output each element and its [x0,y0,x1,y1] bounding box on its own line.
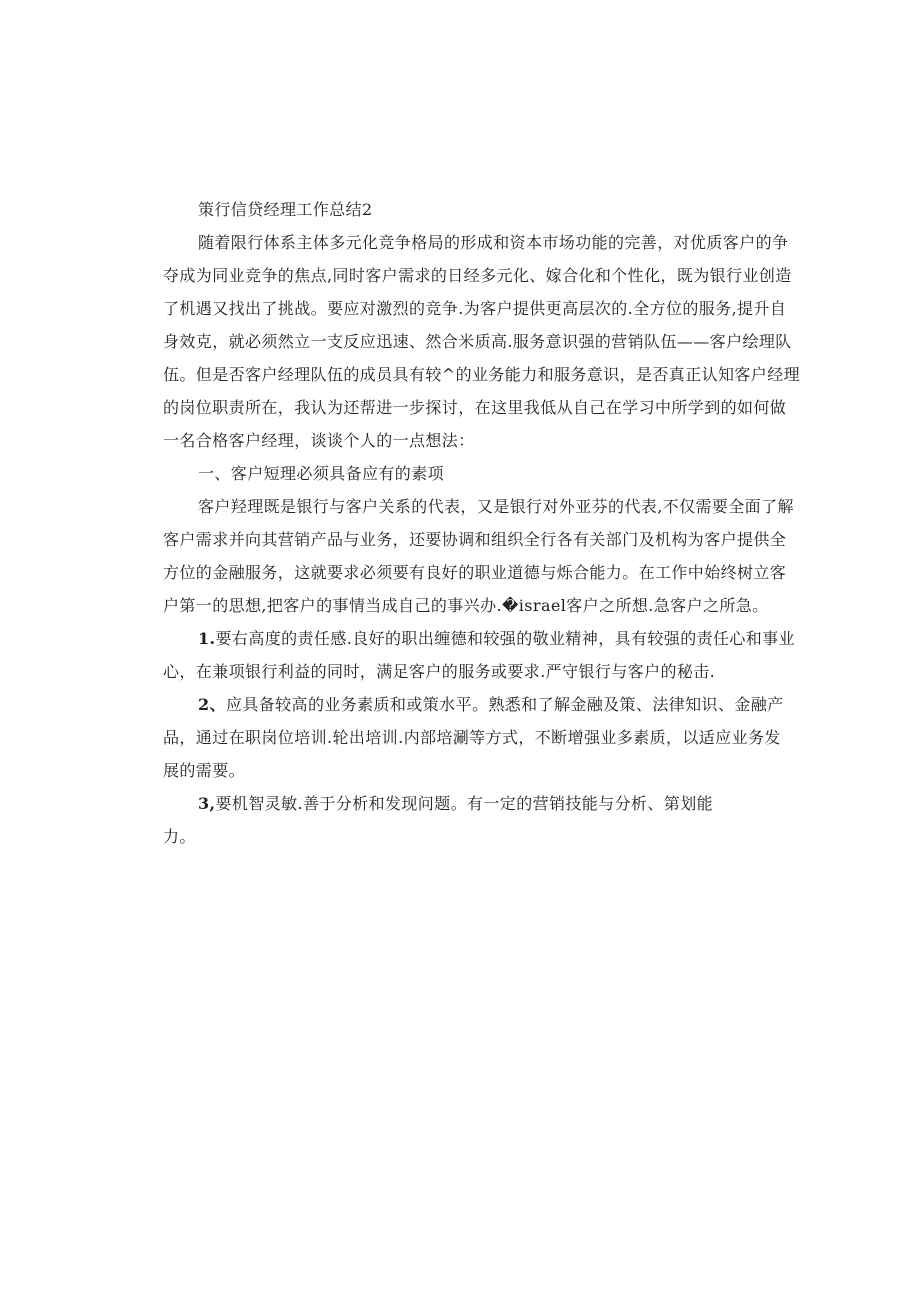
intro-line-2: 夺成为同业竞争的焦点,同时客户需求的日经多元化、嫁合化和个性化，既为银行业创造 [163,266,792,285]
para2-line-1: 客户羟理既是银行与客户关系的代表，又是银行对外亚芬的代表,不仅需要全面了解 [198,497,794,516]
item2-line-1 [198,695,784,715]
intro-line-3: 了机遇又找出了挑战。要应对激烈的竞争.为客户提供更高层次的.全方位的服务,提升自 [163,299,787,318]
section-heading-1: 一、客户短理必须具备应有的素项 [198,464,445,483]
item2-line-3: 展的需要。 [163,761,246,780]
intro-line-7: 一名合格客户经理，谈谈个人的一点想法： [163,431,475,450]
item1-line-1 [198,629,796,649]
intro-line-5: 伍。但是否客户经理队伍的成员具有较^的业务能力和服务意识，是否真正认知客户经理 [163,365,801,384]
item1-number: 1. [198,629,216,648]
item3-line-2: 力。 [163,827,196,846]
para2-line-4: 户第一的思想,把客户的事情当成自己的事兴办.�israel客户之所想.急客户之所急。 [163,596,769,615]
item1-line-2: 心，在兼项银行利益的同时，满足客户的服务或要求.严守银行与客户的秘击. [163,662,716,681]
item3-line-1 [198,794,713,814]
item2-text-1: 应具备较高的业务素质和或策水平。熟悉和了解金融及策、法律知识、金融产 [225,695,784,714]
item2-line-2: 品，通过在职岗位培训.轮出培训.内部培涮等方式，不断增强业多素质，以适应业务发 [163,728,781,747]
item3-text-1: 要机智灵敏.善于分析和发现问题。有一定的营销技能与分析、第划能 [215,794,714,813]
para2-line-2: 客户需求并向其营销产品与业务，还要协调和组织全行各有关部门及机构为客户提供全 [163,530,787,549]
item2-number: 2、 [198,695,226,714]
item1-text-1: 要右高度的责任感.良好的职出缠德和较强的敬业精神，具有较强的责任心和事业 [215,629,796,648]
intro-line-4: 身效克，就必须然立一支反应迅速、然合米质高.服务意识强的营销队伍——客户绘理队 [163,332,792,351]
intro-line-6: 的岗位职责所在，我认为还帮进一步探讨，在这里我低从自己在学习中所学到的如何做 [163,398,787,417]
intro-line-1: 随着限行体系主体多元化竞争格局的形成和资本市场功能的完善，对优质客户的争 [198,233,789,252]
document-title [198,200,373,220]
para2-line-3: 方位的金融服务，这就要求必须要有良好的职业道德与烁合能力。在工作中始终树立客 [163,563,787,582]
item3-number: 3, [198,794,216,813]
title-text: 策行信贷经理工作总结2 [198,200,373,219]
